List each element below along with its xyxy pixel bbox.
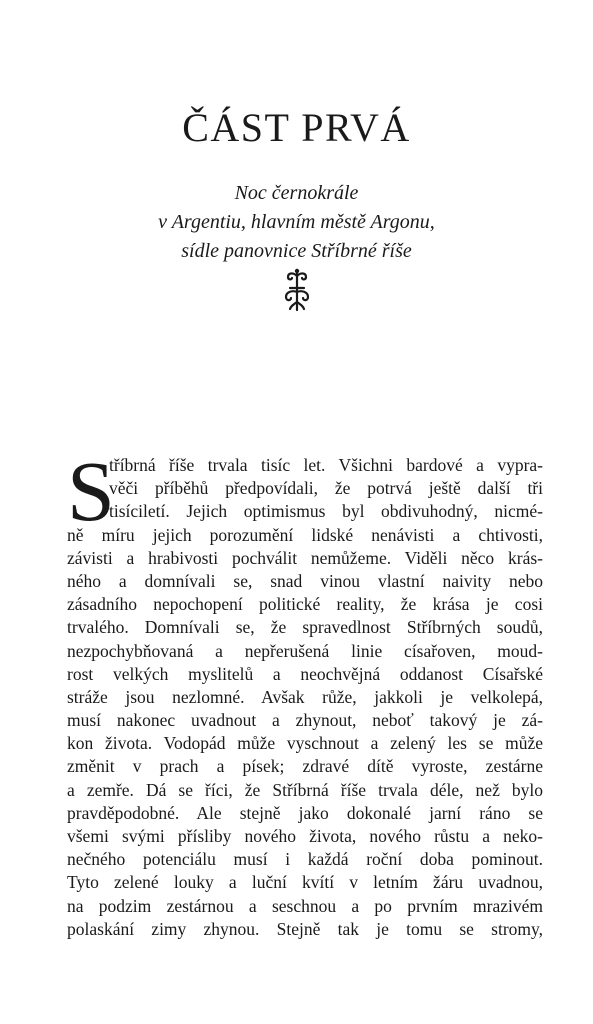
text-line: polaskání zimy zhynou. Stejně tak je tomu se stromy,	[67, 918, 543, 939]
text-line: ně míru jejich porozumění lidské nenávisti a chtivosti,	[67, 524, 543, 545]
text-line: trvalého. Domnívali se, že spravedlnost Stříbrných soudů,	[67, 617, 543, 638]
text-line: na podzim zestárnou a seschnou a po prvním mrazivém	[67, 895, 543, 916]
text-line: všemi svými přísliby nového života, nového růstu a neko-	[67, 826, 543, 846]
subtitle-line: v Argentiu, hlavním městě Argonu,	[158, 211, 435, 233]
fleuron-ornament-icon	[281, 268, 313, 312]
text-line: musí nakonec uvadnout a zhynout, neboť takový je zá-	[67, 710, 543, 731]
text-line: tisíciletí. Jejich optimismus byl obdivuhodný, nicmé-	[109, 501, 543, 522]
text-line: nečného potenciálu musí i každá roční doba pominout.	[67, 849, 543, 870]
part-title: ČÁST PRVÁ	[182, 105, 411, 150]
drop-cap: S	[67, 443, 115, 539]
text-line: rost velkých myslitelů a neochvějná oddanost Císařské	[67, 663, 543, 684]
text-line: závisti a hrabivosti pochválit nemůžeme. Viděli něco krás-	[67, 547, 543, 568]
subtitle-line: sídle panovnice Stříbrné říše	[181, 240, 412, 262]
text-line: kon života. Vodopád může vyschnout a zelený les se může	[67, 733, 543, 754]
chapter-subtitle	[0, 179, 593, 266]
text-line: ného a domnívali se, snad vinou vlastní naivity nebo	[67, 570, 543, 591]
text-line: věči příběhů předpovídali, že potrvá ještě další tři	[109, 478, 543, 499]
subtitle-line: Noc černokrále	[234, 182, 359, 204]
text-line: nezpochybňovaná a nepřerušená linie císařoven, moud-	[67, 640, 543, 661]
text-line: změnit v prach a písek; zdravé dítě vyroste, zestárne	[67, 756, 543, 777]
text-line: pravděpodobné. Ale stejně jako dokonalé jarní ráno se	[67, 802, 543, 823]
body-text	[67, 443, 543, 941]
text-line: Tyto zelené louky a luční kvítí v letním žáru uvadnou,	[67, 872, 543, 893]
text-line: a zemře. Dá se říci, že Stříbrná říše trvala déle, než bylo	[67, 779, 543, 800]
text-line: stráže jsou nezlomné. Avšak růže, jakkoli je velkolepá,	[67, 686, 543, 707]
text-line: tříbrná říše trvala tisíc let. Všichni bardové a vypra-	[109, 455, 543, 475]
text-line: zásadního nepochopení politické reality, že krása je cosi	[67, 594, 543, 615]
